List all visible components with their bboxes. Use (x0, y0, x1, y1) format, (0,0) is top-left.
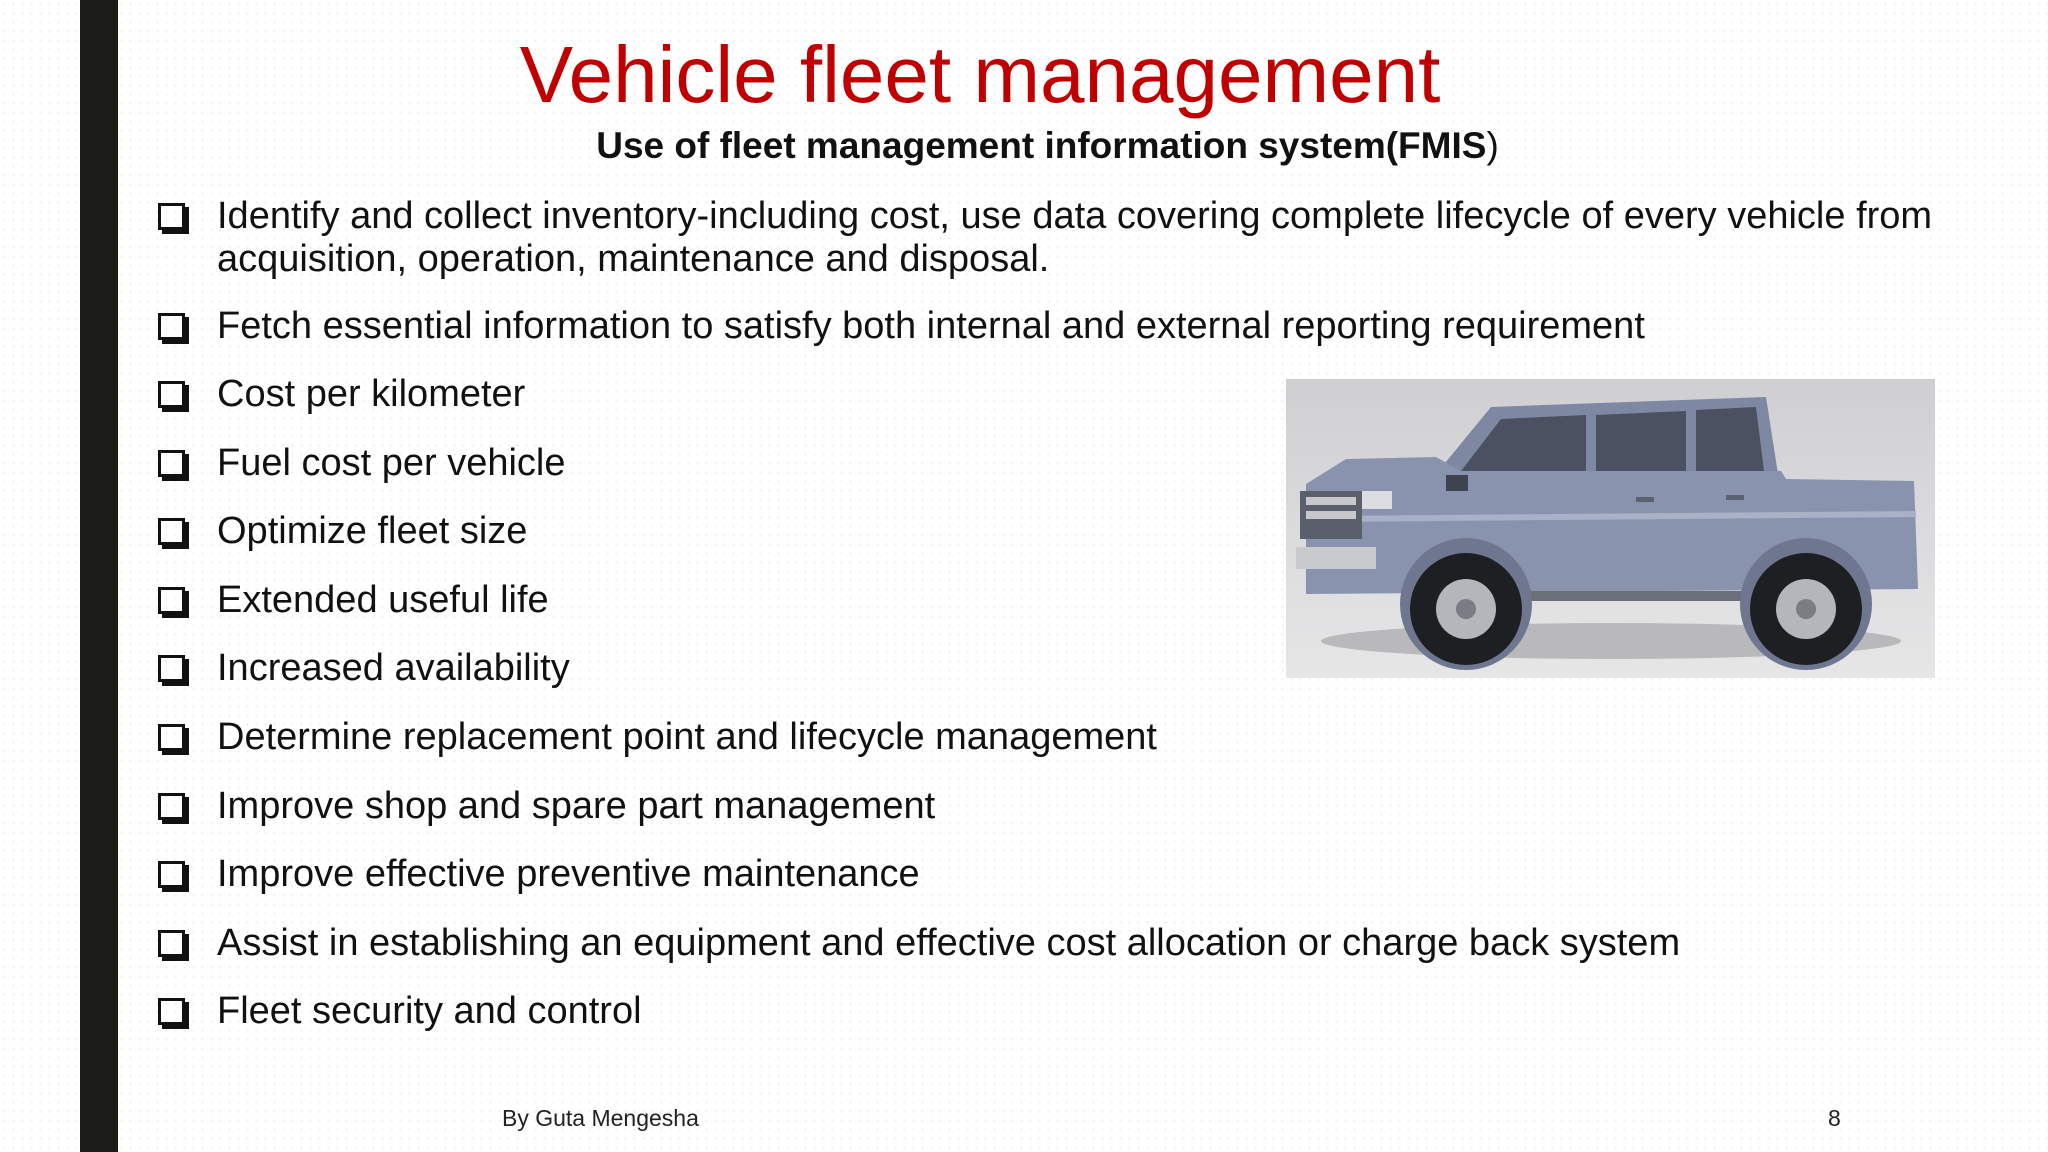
checkbox-icon (158, 793, 185, 820)
checkbox-icon (158, 313, 185, 340)
bullet-text: Cost per kilometer (217, 373, 526, 415)
checkbox-icon (158, 450, 185, 477)
bullet-text: Increased availability (217, 647, 570, 689)
checkbox-icon (158, 998, 185, 1025)
checkbox-icon (158, 587, 185, 614)
slide-title: Vehicle fleet management (519, 30, 1441, 119)
footer-author: By Guta Mengesha (502, 1105, 699, 1131)
checkbox-icon (158, 203, 185, 230)
list-item (154, 305, 1974, 348)
list-item (154, 990, 1974, 1033)
checkbox-icon (158, 861, 185, 888)
page-number: 8 (1828, 1105, 1841, 1131)
bullet-text: Improve effective preventive maintenance (217, 853, 920, 895)
list-item (154, 785, 1974, 828)
bullet-text: Optimize fleet size (217, 510, 528, 552)
bullet-text: Improve shop and spare part management (217, 785, 936, 827)
bullet-text: Identify and collect inventory-including cost, use data covering complete lifecycle of every vehicle from acquisition, operation, maintenance and disposal. (217, 195, 1933, 280)
list-item (154, 853, 1974, 896)
checkbox-icon (158, 930, 185, 957)
bullet-text: Extended useful life (217, 579, 549, 621)
bullet-text: Assist in establishing an equipment and effective cost allocation or charge back system (217, 922, 1681, 964)
slide-subtitle (0, 123, 2048, 169)
bullet-text: Fleet security and control (217, 990, 642, 1032)
list-item (154, 195, 1974, 281)
pickup-truck-image (1286, 379, 1935, 678)
checkbox-icon (158, 655, 185, 682)
left-accent-bar (80, 0, 118, 1152)
checkbox-icon (158, 518, 185, 545)
list-item (154, 716, 1974, 759)
subtitle-paren: ) (1486, 125, 1499, 166)
list-item (154, 922, 1974, 965)
pickup-truck-icon (1286, 379, 1935, 678)
checkbox-icon (158, 724, 185, 751)
bullet-text: Determine replacement point and lifecycle management (217, 716, 1157, 758)
checkbox-icon (158, 381, 185, 408)
subtitle-text: Use of fleet management information system(FMIS (596, 125, 1487, 166)
bullet-text: Fuel cost per vehicle (217, 442, 566, 484)
bullet-text: Fetch essential information to satisfy both internal and external reporting requirement (217, 305, 1645, 347)
